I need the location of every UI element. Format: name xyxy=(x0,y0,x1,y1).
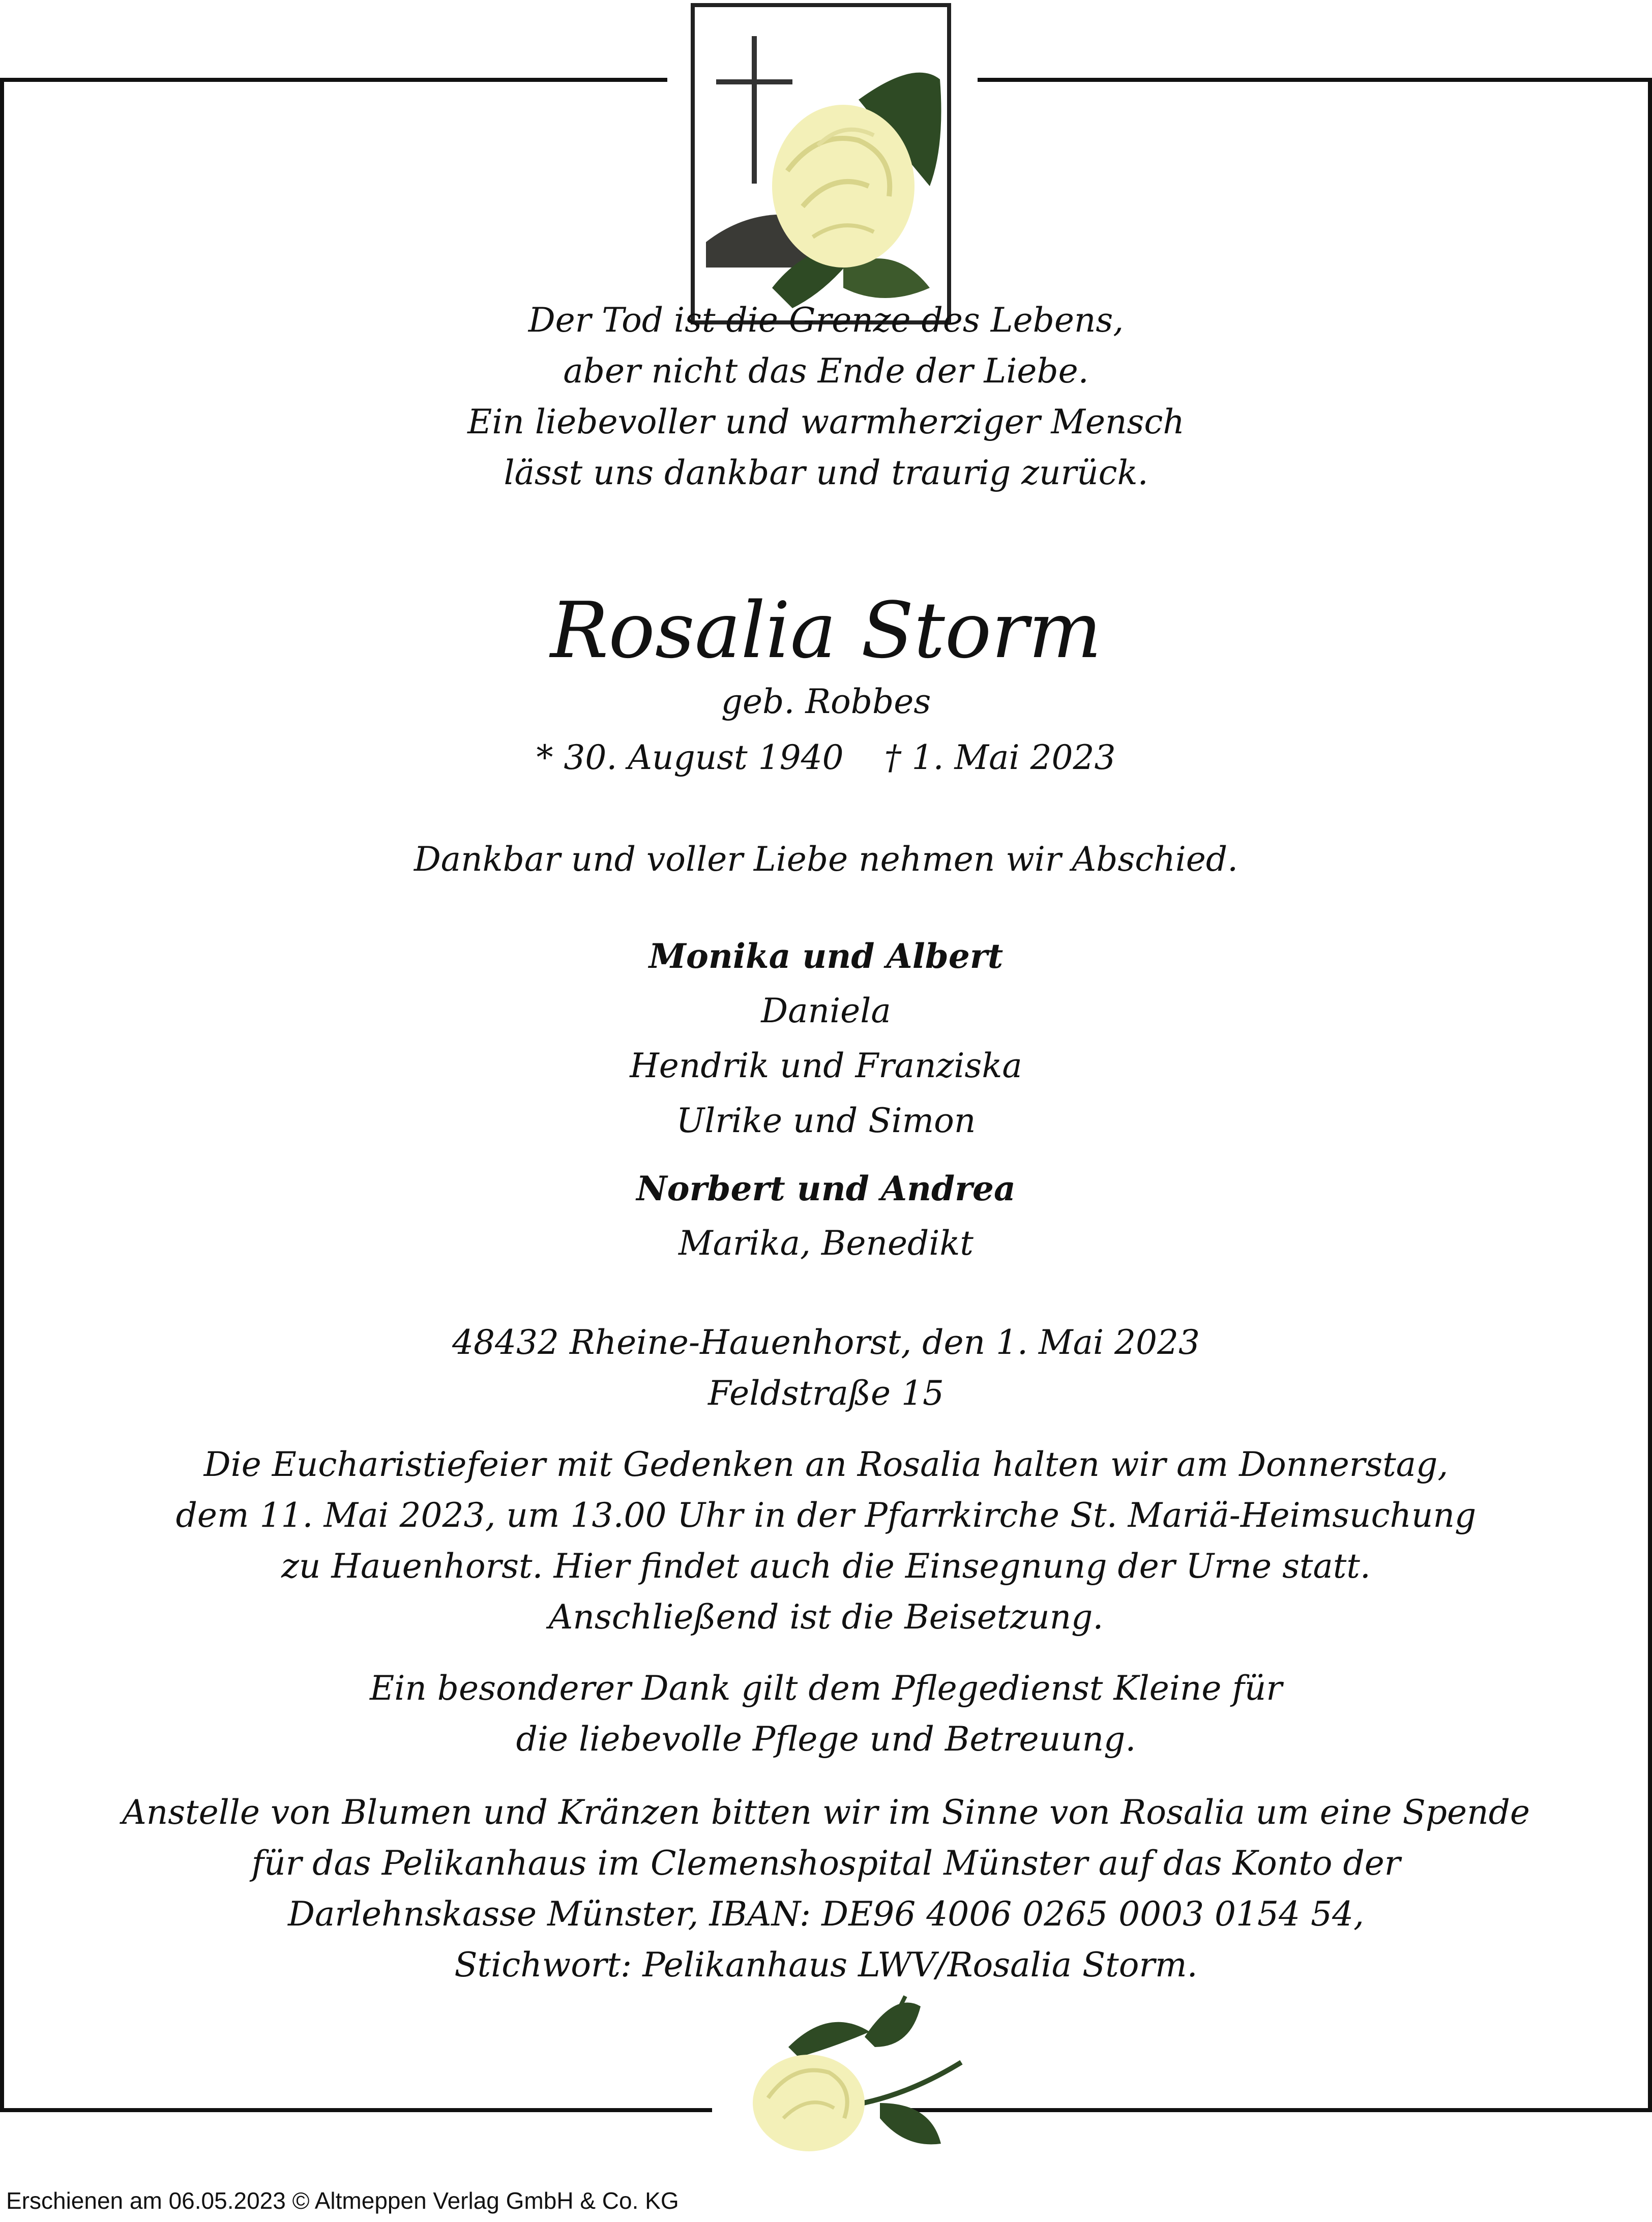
donation-note xyxy=(0,1787,1652,1991)
birth-date: * 30. August 1940 xyxy=(536,738,844,777)
thanks-line: die liebevolle Pflege und Betreuung. xyxy=(516,1720,1136,1759)
motto xyxy=(0,295,1652,498)
donation-line: Anstelle von Blumen und Kränzen bitten wir im Sinne von Rosalia um eine Spende xyxy=(122,1793,1530,1832)
service-line: dem 11. Mai 2023, um 13.00 Uhr in der Pfarrkirche St. Mariä-Heimsuchung xyxy=(175,1496,1477,1535)
donation-line: Stichwort: Pelikanhaus LWV/Rosalia Storm. xyxy=(454,1945,1198,1984)
family-head: Monika und Albert xyxy=(648,936,1004,976)
thanks-line: Ein besonderer Dank gilt dem Pflegedienst Kleine für xyxy=(370,1669,1282,1708)
farewell-line: Dankbar und voller Liebe nehmen wir Abschied. xyxy=(414,840,1238,879)
motto-line: aber nicht das Ende der Liebe. xyxy=(563,351,1089,391)
frame-top-left xyxy=(0,78,667,82)
family-head: Norbert und Andrea xyxy=(636,1169,1016,1208)
service-info xyxy=(0,1439,1652,1643)
frame-top-right xyxy=(978,78,1652,82)
family-group xyxy=(0,1161,1652,1271)
donation-line: für das Pelikanhaus im Clemenshospital Münster auf das Konto der xyxy=(251,1844,1401,1883)
family-member: Ulrike und Simon xyxy=(676,1101,976,1140)
death-date: † 1. Mai 2023 xyxy=(884,738,1116,777)
service-line: Die Eucharistiefeier mit Gedenken an Rosalia halten wir am Donnerstag, xyxy=(203,1445,1449,1484)
motto-line: Der Tod ist die Grenze des Lebens, xyxy=(528,301,1124,340)
motto-line: lässt uns dankbar und traurig zurück. xyxy=(504,453,1148,492)
life-dates xyxy=(0,732,1652,783)
deceased-name: Rosalia Storm xyxy=(550,585,1102,675)
family-member: Marika, Benedikt xyxy=(678,1224,973,1263)
service-line: zu Hauenhorst. Hier findet auch die Einsegnung der Urne statt. xyxy=(281,1547,1371,1586)
publication-footer: Erschienen am 06.05.2023 © Altmeppen Verlag GmbH & Co. KG xyxy=(6,2187,679,2214)
family-member: Hendrik und Franziska xyxy=(630,1046,1022,1085)
thanks-note xyxy=(0,1663,1652,1765)
frame-bottom-right xyxy=(903,2108,1652,2112)
address-line: Feldstraße 15 xyxy=(708,1374,944,1413)
address xyxy=(0,1317,1652,1419)
cross-rose-icon xyxy=(691,3,951,324)
service-line: Anschließend ist die Beisetzung. xyxy=(548,1597,1104,1637)
family-member: Daniela xyxy=(761,991,891,1030)
frame-bottom-left xyxy=(0,2108,712,2112)
address-line: 48432 Rheine-Hauenhorst, den 1. Mai 2023 xyxy=(452,1323,1200,1362)
donation-line: Darlehnskasse Münster, IBAN: DE96 4006 0265 0003 0154 54, xyxy=(288,1894,1364,1934)
rose-icon xyxy=(727,1986,971,2154)
motto-line: Ein liebevoller und warmherziger Mensch xyxy=(467,402,1185,441)
family-group xyxy=(0,929,1652,1148)
maiden-name: geb. Robbes xyxy=(721,682,931,721)
